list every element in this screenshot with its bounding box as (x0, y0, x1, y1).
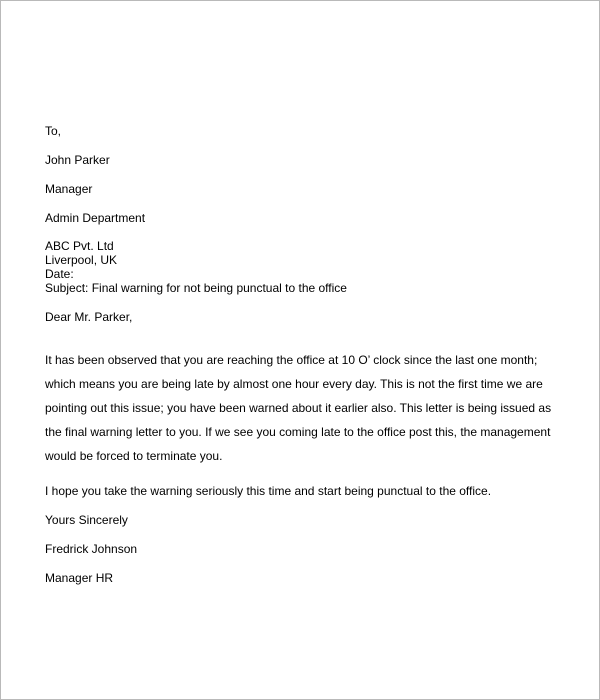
body-line: which means you are being late by almost one hour every day. This is not the first time we are (45, 377, 543, 391)
body-line: would be forced to terminate you. (45, 449, 223, 463)
sign-off: Yours Sincerely (45, 513, 128, 527)
company-location: Liverpool, UK (45, 253, 118, 267)
body-line: pointing out this issue; you have been warned about it earlier also. This letter is being issued as (45, 401, 552, 415)
sender-title: Manager HR (45, 571, 114, 585)
sender-name: Fredrick Johnson (45, 542, 138, 556)
closing-paragraph: I hope you take the warning seriously this time and start being punctual to the office. (45, 484, 492, 498)
body-line: the final warning letter to you. If we see you coming late to the office post this, the management (45, 425, 551, 439)
subject-line: Subject: Final warning for not being punctual to the office (45, 281, 347, 295)
greeting: Dear Mr. Parker, (45, 310, 133, 324)
recipient-name: John Parker (45, 153, 110, 167)
company-name: ABC Pvt. Ltd (45, 239, 114, 253)
date-label: Date: (45, 267, 74, 281)
recipient-department: Admin Department (45, 211, 146, 225)
recipient-title: Manager (45, 182, 93, 196)
body-line: It has been observed that you are reaching the office at 10 O’ clock since the last one month; (45, 353, 538, 367)
letter-body (45, 348, 552, 468)
salutation-to: To, (45, 124, 62, 138)
